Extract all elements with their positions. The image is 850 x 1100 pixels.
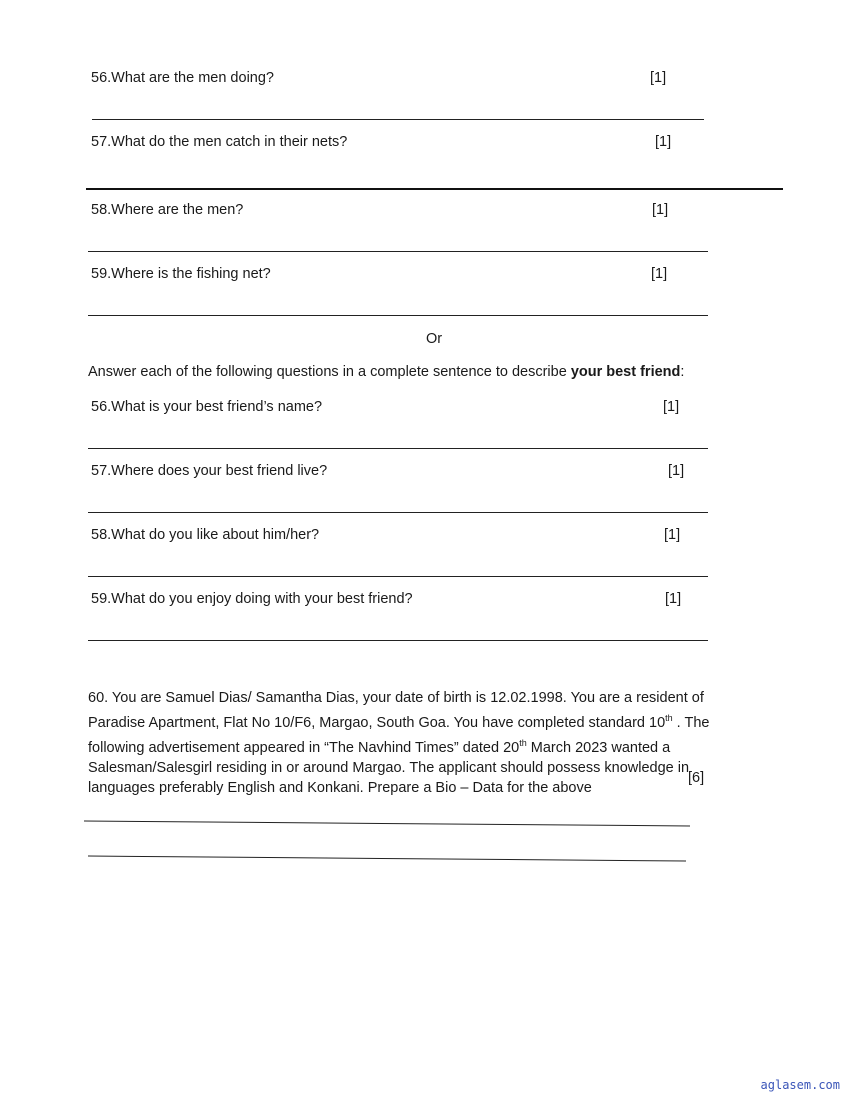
question-57-nets: 57.What do the men catch in their nets? — [91, 134, 348, 150]
q60-part1: 60. You are Samuel Dias/ Samantha Dias, your date of birth is 12.02.1998. You are a resident of Paradise Apartment, Flat No 10/F6, Margao, South Goa. You have completed standard 10 — [88, 690, 704, 731]
question-56-mark: [1] — [650, 70, 667, 86]
watermark-text: aglasem.com — [760, 1078, 840, 1092]
answer-line-57 — [86, 188, 783, 190]
question-59b-mark: [1] — [665, 591, 682, 607]
question-57-mark: [1] — [655, 134, 672, 150]
answer-line-59 — [88, 315, 708, 316]
answer-line-60a — [84, 821, 690, 826]
question-59-fishing-net: 59.Where is the fishing net? — [91, 266, 271, 282]
question-60-mark: [6] — [688, 770, 705, 786]
instruction-prefix: Answer each of the following questions in a complete sentence to describe — [88, 364, 571, 380]
question-58b-mark: [1] — [664, 527, 681, 543]
question-58-where-men: 58.Where are the men? — [91, 202, 244, 218]
q60-part3: March 2023 wanted a Salesman/Salesgirl residing in or around Margao. The applicant should possess knowledge in languages preferably English and Konkani. Prepare a Bio – Data for the above — [88, 739, 690, 796]
question-59-mark: [1] — [651, 266, 668, 282]
question-59-enjoy-doing: 59.What do you enjoy doing with your best friend? — [91, 591, 413, 607]
instruction-suffix: : — [680, 364, 685, 380]
answer-line-56 — [92, 119, 704, 120]
answer-line-58 — [88, 251, 708, 252]
q60-sup2: th — [519, 737, 527, 748]
q60-sup1: th — [665, 713, 673, 723]
answer-line-56b — [88, 448, 708, 449]
instruction-bold: your best friend — [570, 364, 681, 380]
answer-line-59b — [88, 640, 708, 641]
answer-lines-60 — [80, 815, 700, 867]
or-separator: Or — [426, 331, 443, 347]
answer-line-58b — [88, 576, 708, 577]
q60-part2: . The following advertisement appeared in “The Navhind Times” dated 20 — [88, 714, 710, 756]
question-58-like-about: 58.What do you like about him/her? — [91, 527, 320, 543]
question-56-men-doing: 56.What are the men doing? — [91, 70, 274, 86]
answer-line-57b — [88, 512, 708, 513]
question-60-paragraph — [88, 688, 758, 798]
question-57b-mark: [1] — [668, 463, 685, 479]
question-57-friend-live: 57.Where does your best friend live? — [91, 463, 328, 479]
question-56-friend-name: 56.What is your best friend’s name? — [91, 399, 323, 415]
instruction-text — [88, 364, 684, 380]
answer-line-60b — [88, 856, 686, 861]
question-58-mark: [1] — [652, 202, 669, 218]
question-56b-mark: [1] — [663, 399, 680, 415]
